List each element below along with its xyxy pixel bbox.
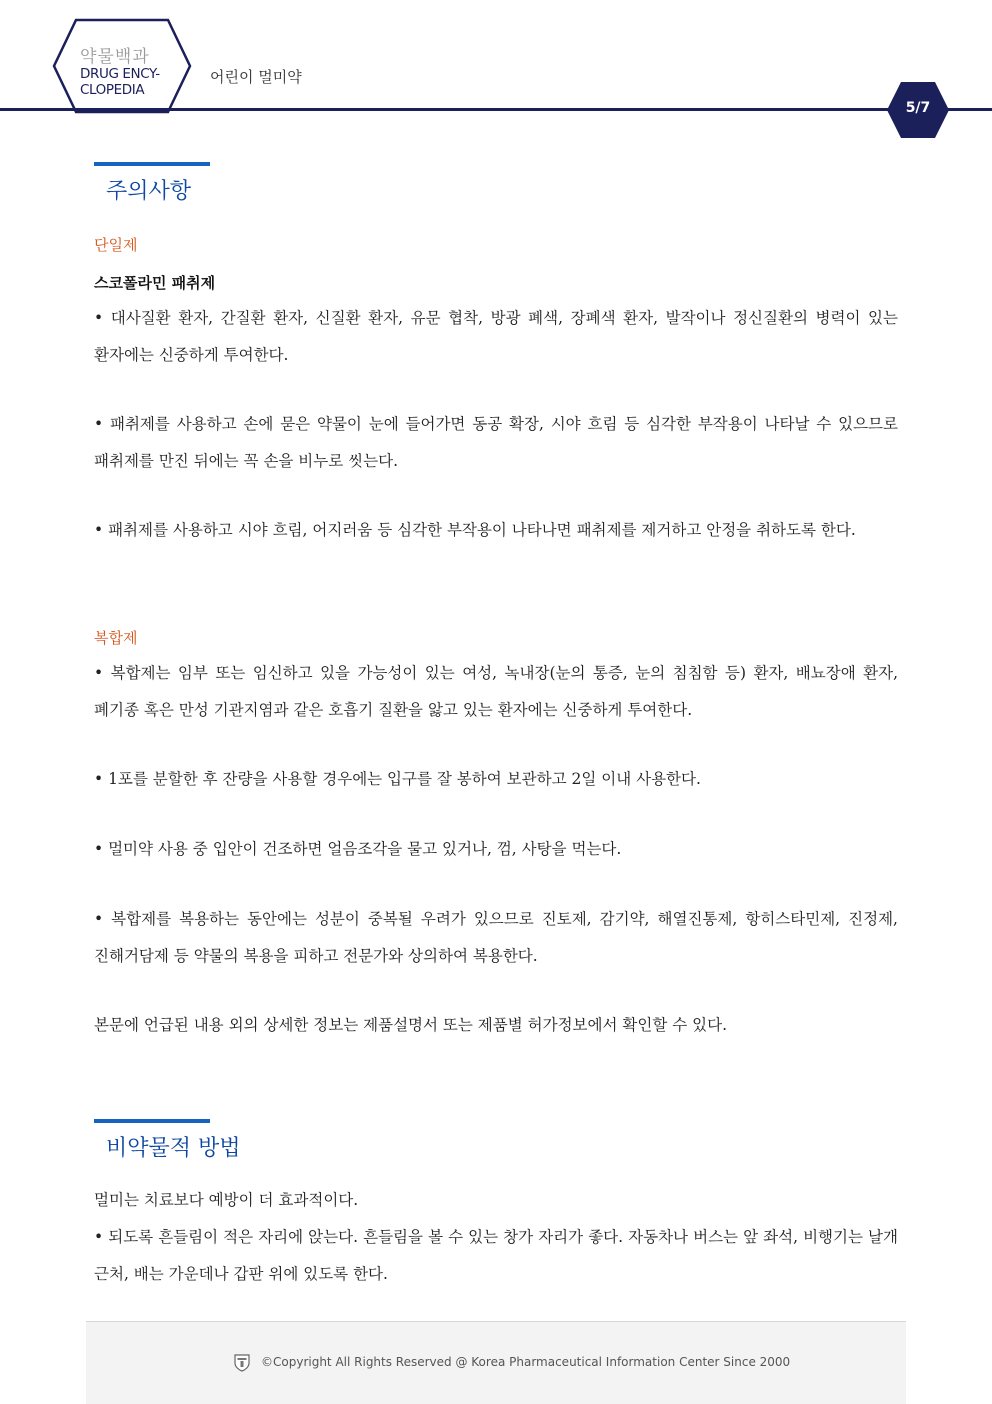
page-header	[0, 0, 992, 140]
reference-note: 본문에 언급된 내용 외의 상세한 정보는 제품설명서 또는 제품별 허가정보에서 확인할 수 있다.	[94, 1016, 728, 1034]
section-accent-bar	[94, 162, 210, 166]
logo-english-line1: DRUG ENCY-	[80, 66, 160, 82]
intro-text: 멀미는 치료보다 예방이 더 효과적이다.	[94, 1191, 359, 1209]
copyright-text: ©Copyright All Rights Reserved @ Korea Pharmaceutical Information Center Since 2000	[261, 1355, 791, 1369]
logo-english-line2: CLOPEDIA	[80, 82, 145, 98]
list-item: • 복합제를 복용하는 동안에는 성분이 중복될 우려가 있으므로 진토제, 감기약, 해열진통제, 항히스타민제, 진정제, 진해거담제 등 약물의 복용을 피하고 전문가와 상의하여 복용한다.	[94, 910, 898, 965]
list-item: • 멀미약 사용 중 입안이 건조하면 얼음조각을 물고 있거나, 껌, 사탕을 먹는다.	[94, 840, 622, 858]
list-item: • 패취제를 사용하고 손에 묻은 약물이 눈에 들어가면 동공 확장, 시야 흐림 등 심각한 부작용이 나타날 수 있으므로 패취제를 만진 뒤에는 꼭 손을 비누로 씻는다.	[94, 415, 898, 470]
section-title-precautions: 주의사항	[106, 179, 192, 204]
subheading-single-agent: 단일제	[94, 236, 138, 254]
list-item: • 복합제는 임부 또는 임신하고 있을 가능성이 있는 여성, 녹내장(눈의 통증, 눈의 침침함 등) 환자, 배뇨장애 환자, 폐기종 혹은 만성 기관지염과 같은 호흡기 질환을 앓고 있는 환자에는 신중하게 투여한다.	[94, 664, 898, 719]
page-number: 5/7	[905, 100, 931, 116]
page-footer	[86, 1321, 906, 1404]
logo-english-text	[80, 66, 180, 98]
shield-emblem-icon	[234, 1354, 250, 1372]
list-item: • 대사질환 환자, 간질환 환자, 신질환 환자, 유문 협착, 방광 폐색, 장폐색 환자, 발작이나 정신질환의 병력이 있는 환자에는 신중하게 투여한다.	[94, 309, 898, 364]
header-divider	[0, 108, 992, 111]
subheading-combination: 복합제	[94, 629, 138, 647]
section-title-non-drug: 비약물적 방법	[106, 1136, 241, 1161]
list-item: • 되도록 흔들림이 적은 자리에 앉는다. 흔들림을 볼 수 있는 창가 자리가 좋다. 자동차나 버스는 앞 좌석, 비행기는 날개 근처, 배는 가운데나 갑판 위에 있도록 한다.	[94, 1228, 898, 1283]
list-item: • 패취제를 사용하고 시야 흐림, 어지러움 등 심각한 부작용이 나타나면 패취제를 제거하고 안정을 취하도록 한다.	[94, 521, 856, 539]
list-item: • 1포를 분할한 후 잔량을 사용할 경우에는 입구를 잘 봉하여 보관하고 2일 이내 사용한다.	[94, 770, 701, 788]
logo-korean-text: 약물백과	[80, 47, 150, 67]
drug-name-scopolamine: 스코폴라민 패취제	[94, 274, 216, 292]
section-accent-bar	[94, 1119, 210, 1123]
document-title: 어린이 멀미약	[210, 68, 302, 86]
